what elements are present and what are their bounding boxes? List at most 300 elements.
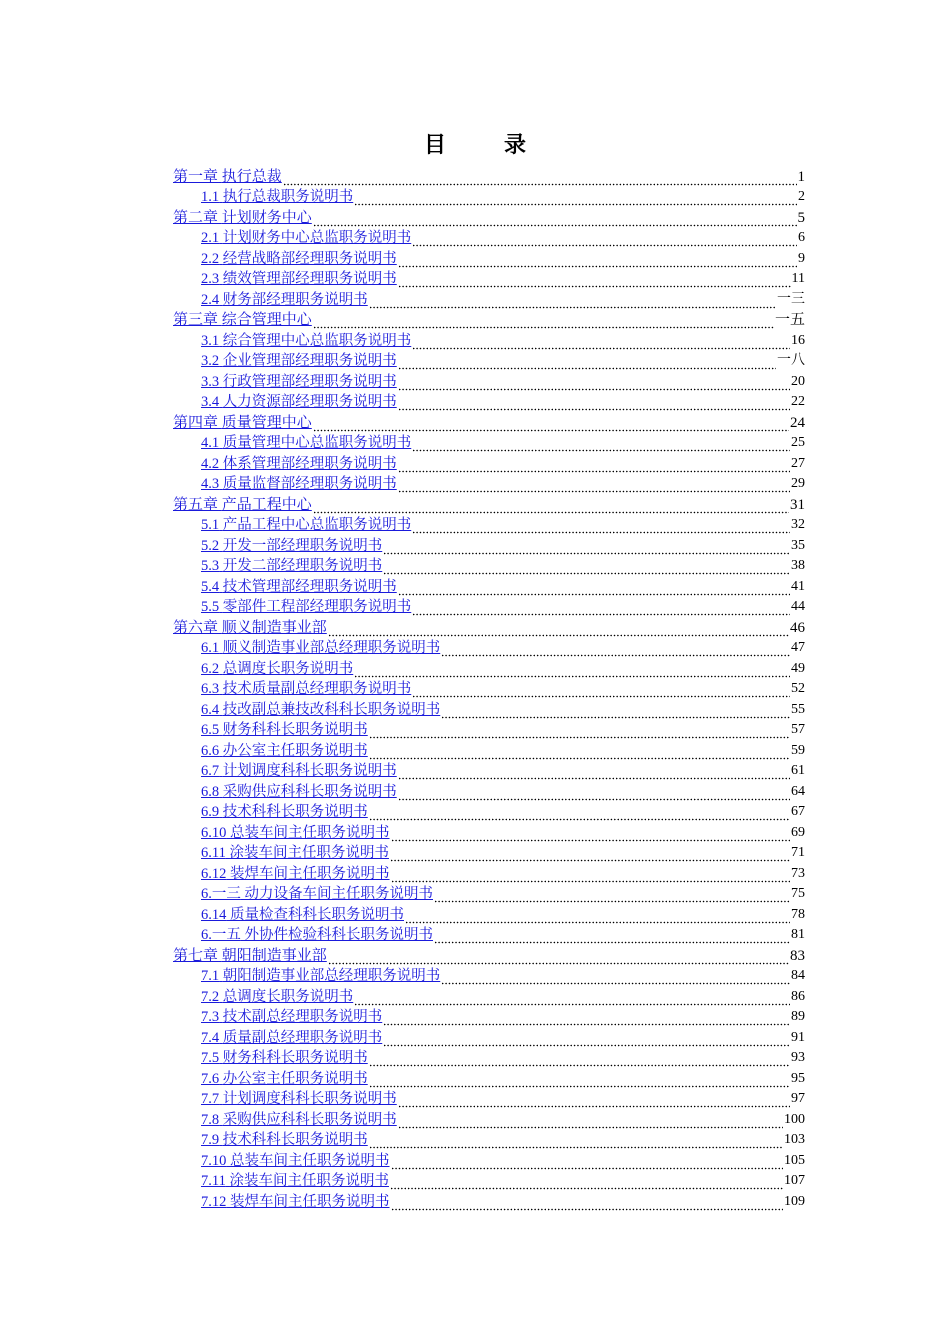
dot-leader	[391, 1192, 784, 1212]
toc-entry-title: 涂装车间主任职务说明书	[229, 845, 389, 861]
toc-entry-number: 6.5	[201, 722, 220, 738]
toc-entry-title: 计划财务中心总监职务说明书	[222, 230, 412, 246]
toc-entry-title: 产品工程中心	[221, 494, 312, 513]
toc-entry-number: 6.8	[201, 783, 220, 800]
toc-entry-title: 总装车间主任职务说明书	[230, 1152, 390, 1169]
toc-entry-title: 涂装车间主任职务说明书	[229, 1173, 389, 1189]
toc-entry-title: 总装车间主任职务说明书	[230, 824, 390, 841]
toc-entry-number: 3.3	[201, 373, 220, 390]
toc-entry-link[interactable]	[201, 1192, 390, 1212]
toc-entry-title: 装焊车间主任职务说明书	[230, 1193, 390, 1210]
toc-page-number: 2	[798, 189, 805, 204]
toc-section-entry[interactable]	[173, 1191, 805, 1212]
toc-entry-link[interactable]	[201, 392, 397, 412]
toc-section-entry[interactable]	[173, 187, 805, 208]
toc-page-number: 93	[791, 1050, 805, 1065]
toc-section-entry[interactable]	[173, 1068, 805, 1089]
dot-leader	[398, 249, 797, 269]
toc-section-entry[interactable]	[173, 453, 805, 474]
toc-section-entry[interactable]	[173, 474, 805, 495]
toc-entry-number: 2.1	[201, 230, 220, 246]
toc-entry-number: 1.1	[201, 189, 220, 205]
dot-leader	[434, 884, 790, 904]
toc-entry-title: 产品工程中心总监职务说明书	[222, 517, 412, 533]
toc-entry-number: 3.2	[201, 353, 220, 369]
toc-section-entry[interactable]	[173, 597, 805, 618]
toc-entry-link[interactable]	[201, 433, 411, 453]
toc-section-entry[interactable]	[173, 1171, 805, 1192]
dot-leader	[412, 433, 790, 453]
toc-page-number: 86	[791, 988, 805, 1004]
toc-page-number: 83	[790, 947, 805, 964]
toc-section-entry[interactable]	[173, 269, 805, 290]
toc-page-number: 55	[791, 701, 805, 717]
toc-entry-title: 财务部经理职务说明书	[222, 291, 368, 308]
toc-entry-title: 总调度长职务说明书	[222, 988, 354, 1005]
toc-entry-number: 4.3	[201, 476, 220, 492]
toc-entry-title: 执行总裁职务说明书	[222, 189, 354, 205]
toc-section-entry[interactable]	[173, 781, 805, 802]
toc-entry-title: 技术科科长职务说明书	[222, 804, 368, 820]
toc-entry-number: 4.2	[201, 455, 220, 472]
toc-entry-number: 第一章	[173, 168, 219, 185]
toc-entry-link[interactable]	[201, 597, 411, 617]
toc-entry-link[interactable]	[201, 474, 397, 494]
toc-page-number: 6	[798, 230, 805, 245]
toc-entry-number: 7.12	[201, 1193, 227, 1210]
dot-leader	[398, 372, 790, 392]
dot-leader	[283, 167, 797, 187]
toc-entry-link[interactable]	[201, 187, 353, 207]
toc-page-number: 32	[791, 517, 805, 532]
toc-entry-number: 6.1	[201, 640, 220, 656]
toc-entry-link[interactable]	[201, 536, 382, 556]
dot-leader	[383, 1007, 790, 1027]
toc-entry-number: 第五章	[173, 496, 219, 513]
toc-page-number: 57	[791, 722, 805, 737]
toc-page-number: 一八	[777, 353, 805, 368]
dot-leader	[412, 515, 790, 535]
dot-leader	[390, 843, 790, 863]
dot-leader	[354, 659, 790, 679]
toc-entry-title: 财务科科长职务说明书	[222, 722, 368, 738]
toc-chapter-entry[interactable]	[173, 945, 805, 966]
toc-entry-title: 计划调度科科长职务说明书	[222, 763, 397, 779]
toc-section-entry[interactable]	[173, 863, 805, 884]
dot-leader	[369, 1048, 790, 1068]
toc-section-entry[interactable]	[173, 392, 805, 413]
toc-page-number: 75	[791, 886, 805, 901]
toc-section-entry[interactable]	[173, 966, 805, 987]
toc-section-entry[interactable]	[173, 535, 805, 556]
toc-page-number: 41	[791, 578, 805, 594]
toc-entry-title: 总调度长职务说明书	[222, 660, 354, 677]
toc-entry-title: 企业管理部经理职务说明书	[222, 353, 397, 369]
toc-entry-title: 质量管理中心	[221, 412, 312, 431]
dot-leader	[434, 925, 790, 945]
toc-entry-number: 6.7	[201, 763, 220, 779]
toc-entry-link[interactable]	[201, 782, 397, 802]
toc-entry-link[interactable]	[201, 864, 390, 884]
toc-entry-link[interactable]	[201, 700, 440, 720]
dot-leader	[398, 1089, 790, 1109]
toc-entry-link[interactable]	[201, 1151, 390, 1171]
toc-entry-title: 财务科科长职务说明书	[222, 1050, 368, 1066]
toc-section-entry[interactable]	[173, 1130, 805, 1151]
toc-entry-link[interactable]	[201, 741, 368, 761]
toc-entry-link[interactable]	[201, 1089, 397, 1109]
toc-section-entry[interactable]	[173, 884, 805, 905]
toc-entry-link[interactable]	[201, 659, 353, 679]
toc-section-entry[interactable]	[173, 802, 805, 823]
dot-leader	[328, 618, 789, 638]
toc-entry-number: 6.12	[201, 865, 227, 882]
toc-entry-link[interactable]	[201, 290, 368, 310]
toc-entry-title: 质量副总经理职务说明书	[222, 1029, 383, 1046]
toc-entry-number: 7.3	[201, 1009, 220, 1025]
toc-entry-title: 外协件检验科科长职务说明书	[244, 927, 433, 943]
toc-section-entry[interactable]	[173, 1109, 805, 1130]
toc-entry-number: 6.14	[201, 906, 227, 923]
toc-section-entry[interactable]	[173, 371, 805, 392]
toc-chapter-entry[interactable]	[173, 207, 805, 228]
toc-section-entry[interactable]	[173, 248, 805, 269]
toc-entry-link[interactable]	[201, 372, 397, 392]
dot-leader	[369, 290, 776, 310]
toc-entry-title: 经营战略部经理职务说明书	[222, 250, 397, 267]
toc-page-number: 24	[790, 414, 805, 431]
toc-entry-number: 第六章	[173, 619, 219, 636]
toc-page-number: 78	[791, 906, 805, 922]
toc-page-number: 1	[797, 168, 805, 185]
toc-entry-title: 技术科科长职务说明书	[222, 1132, 368, 1148]
toc-entry-link[interactable]	[173, 166, 282, 187]
toc-entry-title: 动力设备车间主任职务说明书	[244, 886, 433, 902]
toc-section-entry[interactable]	[173, 843, 805, 864]
dot-leader	[354, 987, 790, 1007]
toc-page-number: 46	[790, 619, 805, 636]
dot-leader	[369, 1130, 783, 1150]
toc-page-number: 69	[791, 824, 805, 840]
dot-leader	[441, 966, 790, 986]
toc-entry-link[interactable]	[201, 556, 382, 576]
toc-entry-link[interactable]	[173, 945, 327, 966]
toc-entry-link[interactable]	[173, 494, 312, 515]
toc-entry-number: 2.2	[201, 250, 220, 267]
toc-entry-link[interactable]	[201, 331, 411, 351]
toc-section-entry[interactable]	[173, 433, 805, 454]
dot-leader	[398, 474, 790, 494]
toc-entry-number: 6.一三	[201, 886, 241, 902]
toc-page-number: 109	[784, 1193, 805, 1209]
toc-entry-title: 计划财务中心	[221, 207, 312, 226]
toc-section-entry[interactable]	[173, 556, 805, 577]
toc-entry-number: 第三章	[173, 312, 219, 328]
dot-leader	[369, 720, 790, 740]
toc-page-number: 71	[791, 845, 805, 860]
toc-page-number: 25	[791, 435, 805, 450]
dot-leader	[398, 454, 790, 474]
toc-section-entry[interactable]	[173, 576, 805, 597]
toc-entry-number: 5.1	[201, 517, 220, 533]
toc-entry-number: 第四章	[173, 414, 219, 431]
toc-page-number: 103	[784, 1132, 805, 1147]
toc-section-entry[interactable]	[173, 925, 805, 946]
toc-list	[173, 166, 805, 1212]
toc-entry-link[interactable]	[201, 454, 397, 474]
toc-entry-link[interactable]	[201, 823, 390, 843]
toc-page-number: 73	[791, 865, 805, 881]
toc-page-number: 11	[791, 271, 805, 286]
toc-entry-number: 2.4	[201, 291, 220, 308]
toc-entry-number: 5.4	[201, 578, 220, 595]
toc-entry-title: 办公室主任职务说明书	[222, 742, 368, 759]
toc-entry-number: 6.9	[201, 804, 220, 820]
toc-entry-title: 技术副总经理职务说明书	[222, 1009, 383, 1025]
toc-section-entry[interactable]	[173, 638, 805, 659]
dot-leader	[412, 597, 790, 617]
toc-entry-title: 采购供应科科长职务说明书	[222, 783, 397, 800]
toc-entry-link[interactable]	[201, 1171, 389, 1191]
toc-page-number: 97	[791, 1091, 805, 1106]
toc-section-entry[interactable]	[173, 515, 805, 536]
toc-page-number: 9	[798, 250, 805, 266]
dot-leader	[412, 679, 790, 699]
toc-entry-title: 体系管理部经理职务说明书	[222, 455, 397, 472]
toc-section-entry[interactable]	[173, 986, 805, 1007]
toc-entry-title: 综合管理中心总监职务说明书	[222, 332, 412, 349]
toc-entry-link[interactable]	[201, 1069, 368, 1089]
dot-leader	[354, 187, 797, 207]
toc-entry-number: 第二章	[173, 209, 219, 226]
toc-entry-title: 质量检查科科长职务说明书	[230, 906, 404, 923]
toc-page-number: 5	[797, 209, 805, 226]
toc-chapter-entry[interactable]	[173, 494, 805, 515]
toc-entry-title: 行政管理部经理职务说明书	[222, 373, 397, 390]
toc-entry-link[interactable]	[201, 1048, 368, 1068]
toc-entry-title: 顺义制造事业部	[221, 617, 327, 636]
toc-page-number: 59	[791, 742, 805, 758]
toc-section-entry[interactable]	[173, 679, 805, 700]
dot-leader	[391, 1151, 784, 1171]
dot-leader	[383, 1028, 790, 1048]
toc-page-number: 35	[791, 537, 805, 553]
dot-leader	[398, 351, 776, 371]
toc-page-number: 一三	[777, 291, 805, 307]
dot-leader	[405, 905, 790, 925]
toc-entry-link[interactable]	[201, 843, 389, 863]
toc-entry-title: 技改副总兼技改科科长职务说明书	[222, 701, 441, 718]
toc-entry-number: 2.3	[201, 271, 220, 287]
toc-page-number: 81	[791, 927, 805, 942]
toc-entry-number: 6.10	[201, 824, 227, 841]
toc-entry-link[interactable]	[201, 1007, 382, 1027]
dot-leader	[441, 638, 790, 658]
toc-page-number: 16	[791, 332, 805, 348]
toc-entry-number: 5.5	[201, 599, 220, 615]
toc-chapter-entry[interactable]	[173, 310, 805, 331]
toc-entry-link[interactable]	[173, 617, 327, 638]
toc-page-number: 105	[784, 1152, 805, 1168]
toc-entry-link[interactable]	[201, 577, 397, 597]
toc-section-entry[interactable]	[173, 658, 805, 679]
toc-entry-link[interactable]	[201, 720, 368, 740]
toc-entry-link[interactable]	[173, 309, 312, 330]
toc-section-entry[interactable]	[173, 1089, 805, 1110]
toc-entry-title: 开发二部经理职务说明书	[222, 558, 383, 574]
toc-page-number: 64	[791, 783, 805, 799]
toc-entry-number: 7.2	[201, 988, 220, 1005]
toc-entry-number: 3.4	[201, 394, 220, 410]
toc-page-number: 91	[791, 1029, 805, 1045]
dot-leader	[383, 556, 790, 576]
toc-entry-title: 绩效管理部经理职务说明书	[222, 271, 397, 287]
toc-entry-number: 6.6	[201, 742, 220, 759]
toc-entry-title: 零部件工程部经理职务说明书	[222, 599, 412, 615]
toc-section-entry[interactable]	[173, 1027, 805, 1048]
toc-entry-number: 7.9	[201, 1132, 220, 1148]
toc-page-number: 89	[791, 1009, 805, 1024]
toc-entry-number: 7.10	[201, 1152, 227, 1169]
dot-leader	[391, 864, 791, 884]
dot-leader	[398, 761, 790, 781]
toc-section-entry[interactable]	[173, 351, 805, 372]
toc-entry-link[interactable]	[201, 925, 433, 945]
dot-leader	[412, 331, 790, 351]
toc-entry-title: 朝阳制造事业部总经理职务说明书	[222, 968, 441, 984]
toc-entry-number: 3.1	[201, 332, 220, 349]
dot-leader	[390, 1171, 783, 1191]
toc-entry-number: 5.2	[201, 537, 220, 554]
dot-leader	[369, 1069, 790, 1089]
toc-entry-number: 7.11	[201, 1173, 226, 1189]
dot-leader	[391, 823, 791, 843]
toc-page-number: 38	[791, 558, 805, 573]
toc-entry-link[interactable]	[201, 802, 368, 822]
toc-entry-link[interactable]	[201, 1028, 382, 1048]
toc-entry-link[interactable]	[201, 1110, 397, 1130]
toc-entry-number: 6.4	[201, 701, 220, 718]
toc-entry-link[interactable]	[201, 228, 411, 248]
toc-page-number: 100	[784, 1111, 805, 1127]
dot-leader	[313, 310, 774, 330]
toc-entry-number: 7.1	[201, 968, 220, 984]
toc-entry-title: 顺义制造事业部总经理职务说明书	[222, 640, 441, 656]
toc-entry-title: 采购供应科科长职务说明书	[222, 1111, 397, 1128]
toc-entry-number: 7.5	[201, 1050, 220, 1066]
toc-entry-title: 开发一部经理职务说明书	[222, 537, 383, 554]
toc-title: 目 录	[423, 132, 544, 158]
toc-section-entry[interactable]	[173, 289, 805, 310]
toc-page-number: 95	[791, 1070, 805, 1086]
dot-leader	[369, 741, 790, 761]
toc-entry-link[interactable]	[201, 249, 397, 269]
toc-entry-link[interactable]	[173, 207, 312, 228]
toc-section-entry[interactable]	[173, 761, 805, 782]
toc-section-entry[interactable]	[173, 740, 805, 761]
toc-entry-link[interactable]	[201, 966, 440, 986]
toc-entry-title: 执行总裁	[221, 166, 282, 185]
dot-leader	[383, 536, 790, 556]
toc-entry-link[interactable]	[201, 269, 397, 289]
toc-entry-title: 办公室主任职务说明书	[222, 1070, 368, 1087]
toc-entry-title: 技术质量副总经理职务说明书	[222, 681, 412, 697]
toc-entry-number: 6.11	[201, 845, 226, 861]
toc-page-number: 20	[791, 373, 805, 389]
toc-entry-number: 6.一五	[201, 927, 241, 943]
toc-page-number: 61	[791, 763, 805, 778]
toc-entry-link[interactable]	[201, 515, 411, 535]
toc-entry-link[interactable]	[201, 884, 433, 904]
dot-leader	[398, 782, 790, 802]
toc-entry-number: 6.3	[201, 681, 220, 697]
toc-chapter-entry[interactable]	[173, 166, 805, 187]
toc-section-entry[interactable]	[173, 699, 805, 720]
toc-entry-number: 7.6	[201, 1070, 220, 1087]
toc-page-number: 44	[791, 599, 805, 614]
toc-page-number: 22	[791, 394, 805, 409]
dot-leader	[398, 1110, 783, 1130]
toc-section-entry[interactable]	[173, 904, 805, 925]
toc-entry-link[interactable]	[201, 987, 353, 1007]
toc-entry-title: 人力资源部经理职务说明书	[222, 394, 397, 410]
dot-leader	[313, 208, 797, 228]
toc-page-number: 31	[790, 496, 805, 513]
toc-section-entry[interactable]	[173, 822, 805, 843]
toc-entry-link[interactable]	[201, 638, 440, 658]
toc-entry-title: 装焊车间主任职务说明书	[230, 865, 390, 882]
toc-chapter-entry[interactable]	[173, 412, 805, 433]
toc-page-number: 107	[784, 1173, 805, 1188]
toc-entry-link[interactable]	[201, 761, 397, 781]
toc-section-entry[interactable]	[173, 720, 805, 741]
dot-leader	[441, 700, 790, 720]
toc-page-number: 一五	[774, 312, 805, 328]
toc-section-entry[interactable]	[173, 1150, 805, 1171]
toc-entry-title: 朝阳制造事业部	[221, 945, 327, 964]
toc-section-entry[interactable]	[173, 1007, 805, 1028]
toc-page-number: 29	[791, 476, 805, 491]
toc-section-entry[interactable]	[173, 228, 805, 249]
toc-entry-link[interactable]	[201, 1130, 368, 1150]
toc-entry-number: 6.2	[201, 660, 220, 677]
dot-leader	[398, 392, 790, 412]
toc-entry-title: 质量管理中心总监职务说明书	[222, 435, 412, 451]
toc-chapter-entry[interactable]	[173, 617, 805, 638]
toc-page-number: 27	[791, 455, 805, 471]
toc-entry-link[interactable]	[173, 412, 312, 433]
dot-leader	[398, 269, 791, 289]
dot-leader	[328, 946, 789, 966]
toc-section-entry[interactable]	[173, 1048, 805, 1069]
toc-entry-number: 7.7	[201, 1091, 220, 1107]
toc-entry-link[interactable]	[201, 905, 404, 925]
dot-leader	[313, 495, 789, 515]
toc-entry-title: 综合管理中心	[221, 310, 312, 328]
toc-entry-title: 技术管理部经理职务说明书	[222, 578, 397, 595]
toc-entry-number: 7.4	[201, 1029, 220, 1046]
dot-leader	[313, 413, 789, 433]
toc-entry-link[interactable]	[201, 351, 397, 371]
toc-page-number: 49	[791, 660, 805, 676]
toc-entry-title: 质量监督部经理职务说明书	[222, 476, 397, 492]
toc-section-entry[interactable]	[173, 330, 805, 351]
toc-page-number: 84	[791, 968, 805, 983]
toc-entry-number: 5.3	[201, 558, 220, 574]
toc-entry-link[interactable]	[201, 679, 411, 699]
dot-leader	[369, 802, 790, 822]
dot-leader	[398, 577, 790, 597]
